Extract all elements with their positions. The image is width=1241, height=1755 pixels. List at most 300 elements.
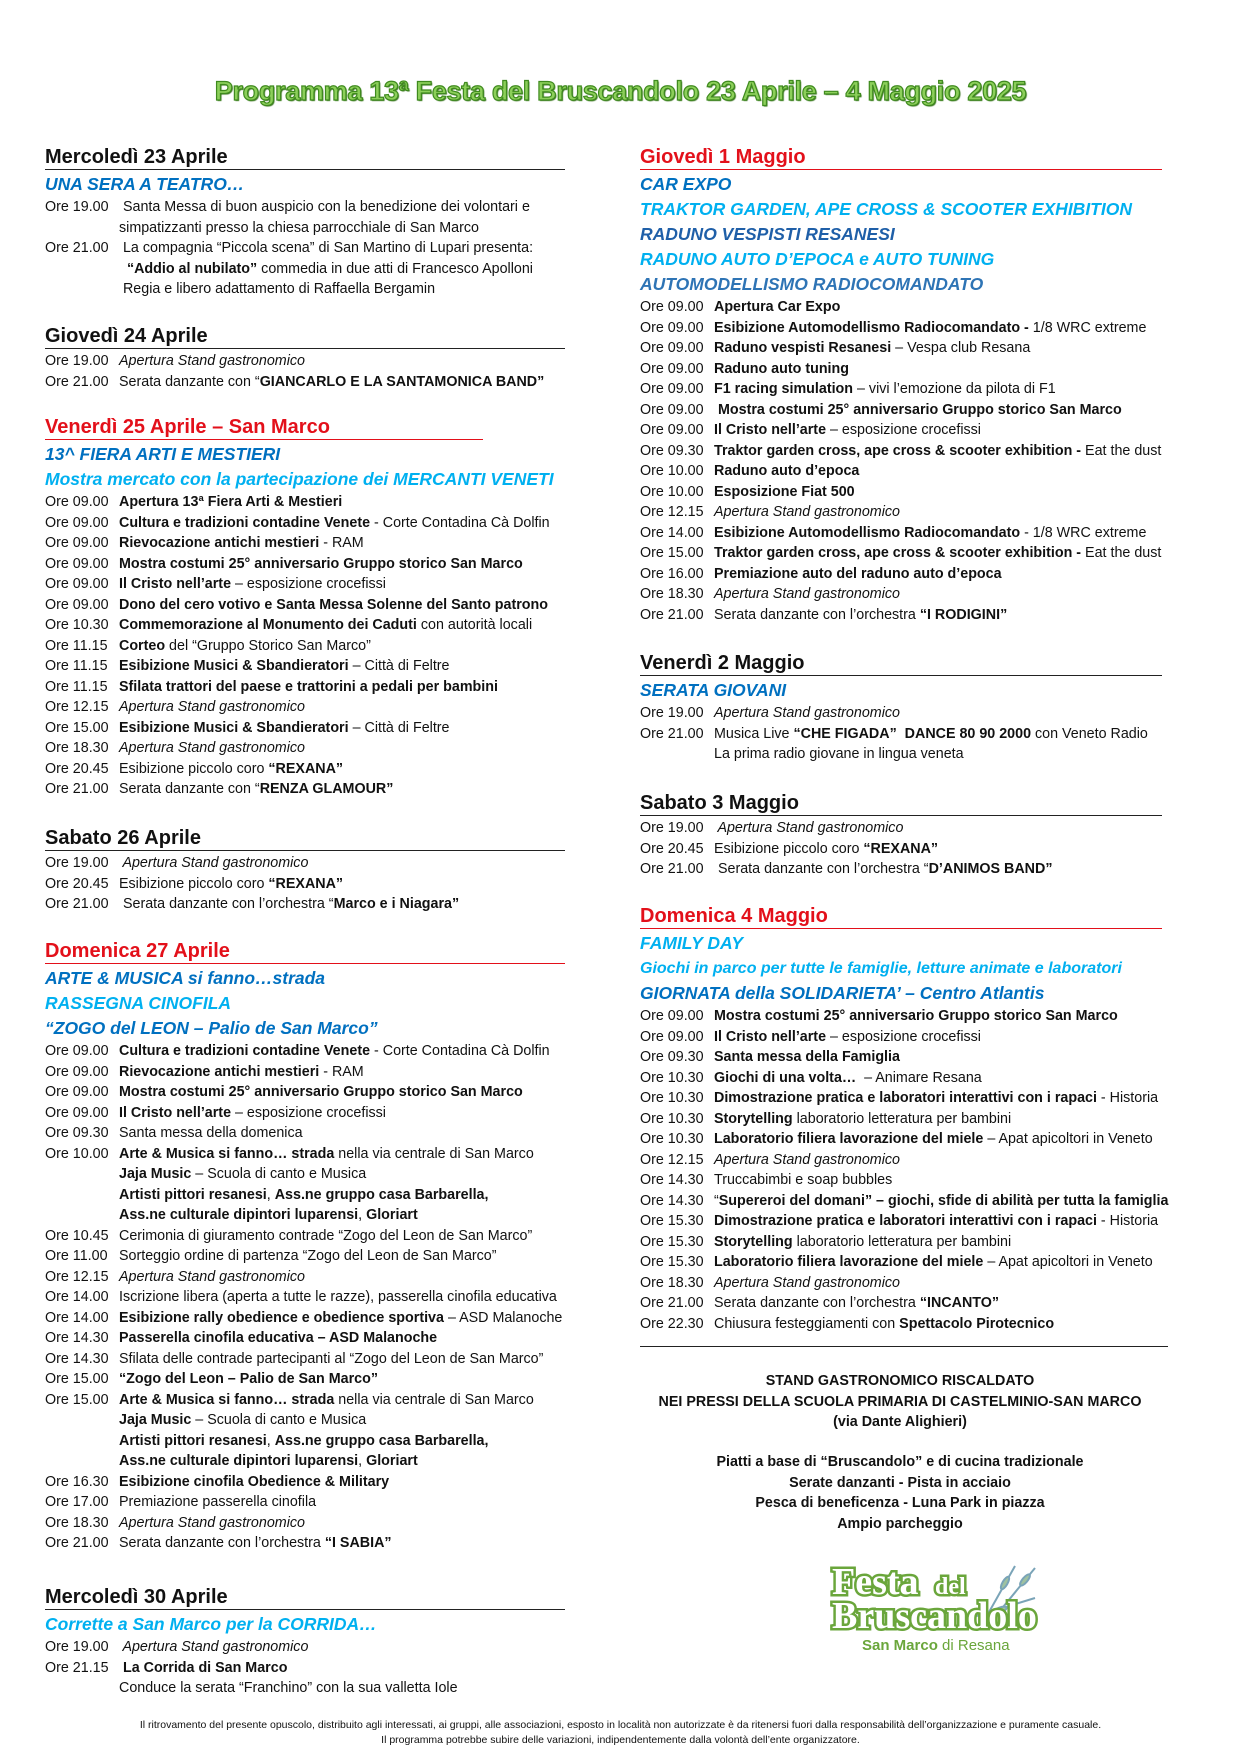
text-segment: Corteo [119, 637, 166, 654]
schedule-line [45, 1492, 565, 1513]
event-description [119, 1144, 534, 1165]
schedule-line [45, 677, 565, 698]
text-segment: Il Cristo nell’arte [119, 576, 232, 592]
text-segment: Premiazione passerella cinofila [119, 1494, 317, 1510]
event-time: Ore 19.00 [640, 820, 704, 836]
text-segment: Rievocazione antichi mestieri [119, 1063, 320, 1080]
event-description [714, 1088, 1158, 1109]
event-time: Ore 09.00 [45, 535, 109, 551]
schedule-line [640, 1109, 1162, 1130]
event-time: Ore 09.00 [45, 555, 109, 572]
schedule-line [45, 1472, 565, 1493]
schedule-line [45, 1678, 565, 1699]
divider [640, 1346, 1168, 1347]
event-description [714, 338, 1030, 359]
day-heading: Mercoledì 30 Aprile [45, 1586, 565, 1610]
event-time: Ore 19.00 [45, 1639, 109, 1655]
schedule-line [45, 1658, 565, 1679]
text-segment: “INCANTO” [919, 1295, 1000, 1311]
text-segment: Dono del cero votivo e Santa Messa Solenne del Santo patrono [119, 596, 548, 613]
schedule-line [640, 461, 1162, 482]
text-segment: Esposizione Fiat 500 [714, 483, 855, 500]
text-segment: Storytelling [714, 1110, 793, 1127]
schedule-line [45, 853, 565, 874]
text-segment: Conduce la serata “Franchino” con la sua valletta Iole [119, 1680, 458, 1696]
text-segment: “CHE FIGADA” DANCE 80 90 2000 [793, 725, 1032, 742]
text-segment: – Città di Feltre [348, 719, 450, 736]
event-subtitle: RASSEGNA CINOFILA [45, 993, 232, 1013]
event-description [119, 1185, 488, 1206]
event-time: Ore 10.30 [45, 617, 109, 633]
text-segment: “Zogo del Leon – Palio de San Marco” [119, 1371, 378, 1387]
text-segment: Iscrizione libera (aperta a tutte le razze), passerella cinofila educativa [119, 1289, 557, 1305]
day-section [45, 827, 565, 915]
schedule-line [45, 1349, 565, 1370]
event-description [714, 420, 981, 441]
schedule-line [45, 1103, 565, 1124]
text-segment: “ [714, 1192, 719, 1209]
event-description [119, 1041, 550, 1062]
schedule-line [45, 779, 565, 800]
text-segment: Apertura Stand gastronomico [714, 504, 900, 520]
text-segment: Sorteggio ordine di partenza “Zogo del Leon de San Marco” [119, 1248, 497, 1264]
event-description [119, 677, 498, 698]
text-segment: Santa messa della domenica [119, 1125, 303, 1141]
text-segment: Raduno auto tuning [714, 360, 849, 377]
event-description [714, 839, 938, 860]
text-segment: , [358, 1207, 367, 1223]
schedule-line [640, 818, 1162, 839]
event-description [714, 502, 900, 523]
schedule-line [45, 492, 565, 513]
schedule-line [640, 338, 1162, 359]
text-segment: Eat the dust [1085, 442, 1162, 459]
text-segment: Ass.ne gruppo casa Barbarella, [274, 1432, 489, 1449]
text-segment: - RAM [319, 535, 364, 551]
text-segment: – esposizione crocefissi [231, 1104, 386, 1121]
event-time: Ore 21.00 [45, 240, 109, 256]
schedule-line [45, 1164, 565, 1185]
day-heading: Venerdì 25 Aprile – San Marco [45, 416, 483, 440]
text-segment: – Città di Feltre [348, 658, 450, 674]
text-segment: nella via centrale di San Marco [334, 1145, 534, 1162]
text-segment: Gloriart [366, 1453, 418, 1469]
schedule-line [45, 1328, 565, 1349]
event-description [714, 1211, 1158, 1232]
event-description [119, 1678, 458, 1699]
event-description [714, 859, 1052, 880]
schedule-line [45, 697, 565, 718]
schedule-line [640, 1129, 1162, 1150]
event-subtitle: UNA SERA A TEATRO… [45, 174, 245, 194]
text-segment: - RAM [319, 1063, 364, 1080]
schedule-line [640, 1232, 1162, 1253]
event-description [119, 1123, 303, 1144]
schedule-line [640, 1006, 1162, 1027]
text-segment: Il Cristo nell’arte [714, 1028, 827, 1045]
schedule-line [45, 738, 565, 759]
text-segment: Santa messa della Famiglia [714, 1049, 900, 1065]
text-segment: “I SABIA” [324, 1535, 392, 1551]
event-subtitle: SERATA GIOVANI [640, 680, 787, 700]
schedule-line [45, 372, 565, 393]
event-time: Ore 09.00 [45, 1043, 109, 1059]
event-description [714, 318, 1146, 339]
text-segment: - Corte Contadina Cà Dolfin [370, 514, 550, 531]
event-description [714, 1006, 1118, 1027]
event-time: Ore 21.00 [640, 1295, 704, 1311]
event-description [119, 718, 450, 739]
schedule-line [45, 1267, 565, 1288]
text-segment: Apertura Stand gastronomico [714, 705, 900, 721]
text-segment: Traktor garden cross, ape cross & scooter exhibition - [714, 442, 1086, 459]
event-time: Ore 14.00 [45, 1309, 109, 1326]
schedule-line [640, 564, 1162, 585]
text-segment: Chiusura festeggiamenti con [714, 1315, 900, 1332]
schedule-line [640, 400, 1162, 421]
event-time: Ore 14.00 [45, 1289, 109, 1305]
text-segment: Sfilata delle contrade partecipanti al “Zogo del Leon de San Marco” [119, 1350, 544, 1367]
text-segment: Serata danzante con l’orchestra [714, 1295, 920, 1311]
event-description [119, 1226, 532, 1247]
event-subtitle: TRAKTOR GARDEN, APE CROSS & SCOOTER EXHIBITION [640, 199, 1132, 219]
text-segment: Ass.ne gruppo casa Barbarella, [274, 1186, 489, 1203]
schedule-line [640, 441, 1162, 462]
schedule-line [45, 615, 565, 636]
schedule-line [640, 1088, 1162, 1109]
text-segment: Cerimonia di giuramento contrade “Zogo del Leon de San Marco” [119, 1227, 533, 1244]
event-description [119, 1513, 305, 1534]
text-segment: Apertura Stand gastronomico [714, 820, 904, 836]
schedule-line [640, 584, 1162, 605]
event-time: Ore 21.00 [640, 606, 704, 623]
text-segment: Apertura Stand gastronomico [714, 1274, 900, 1291]
event-time: Ore 15.00 [45, 719, 109, 736]
text-segment: Regia e libero adattamento di Raffaella Bergamin [119, 281, 436, 297]
schedule-line [640, 1150, 1162, 1171]
stand-line: NEI PRESSI DELLA SCUOLA PRIMARIA DI CASTELMINIO-SAN MARCO [658, 1393, 1142, 1410]
stand-line: STAND GASTRONOMICO RISCALDATO [765, 1373, 1035, 1389]
schedule-line [45, 1287, 565, 1308]
event-time: Ore 09.00 [45, 514, 109, 531]
schedule-line [640, 839, 1162, 860]
day-section [45, 146, 565, 300]
event-description [714, 584, 900, 605]
event-time: Ore 12.15 [640, 1151, 704, 1168]
event-description [119, 615, 532, 636]
event-description [714, 461, 859, 482]
event-description [119, 1103, 386, 1124]
event-time: Ore 15.00 [45, 1391, 109, 1408]
event-description [714, 400, 1122, 421]
text-segment: laboratorio letteratura per bambini [792, 1110, 1012, 1127]
event-time: Ore 19.00 [640, 705, 704, 721]
schedule-line [45, 513, 565, 534]
event-time: Ore 09.00 [640, 381, 704, 397]
day-heading: Venerdì 2 Maggio [640, 652, 1162, 676]
event-description [119, 1369, 378, 1390]
text-segment: Santa Messa di buon auspicio con la benedizione dei volontari e [119, 199, 530, 215]
text-segment: Eat the dust [1085, 545, 1162, 561]
event-description [119, 259, 533, 280]
text-segment: Spettacolo Pirotecnico [899, 1315, 1055, 1332]
event-description [714, 1027, 981, 1048]
text-segment: Jaja Music [119, 1412, 192, 1428]
schedule-line [45, 1637, 565, 1658]
event-time: Ore 09.00 [45, 1063, 109, 1080]
event-time: Ore 10.30 [640, 1090, 704, 1106]
event-time: Ore 10.30 [640, 1131, 704, 1147]
event-description [119, 738, 305, 759]
event-description [119, 1390, 534, 1411]
event-time: Ore 21.00 [45, 1535, 109, 1551]
schedule-line [45, 554, 565, 575]
svg-text:San Marco di Resana: San Marco di Resana [862, 1637, 1010, 1654]
text-segment: Laboratorio filiera lavorazione del miele [714, 1131, 984, 1147]
text-segment: – Scuola di canto e Musica [191, 1412, 367, 1428]
text-segment: Serata danzante con l’orchestra [119, 1535, 325, 1551]
event-description [714, 297, 840, 318]
event-subtitle: 13^ FIERA ARTI E MESTIERI [45, 444, 281, 464]
text-segment: simpatizzanti presso la chiesa parrocchiale di San Marco [119, 219, 479, 236]
text-segment: Esibizione Musici & Sbandieratori [119, 719, 349, 736]
event-time: Ore 19.00 [45, 353, 109, 369]
event-description [119, 874, 343, 895]
event-description [119, 533, 364, 554]
schedule-line [45, 1144, 565, 1165]
event-time: Ore 19.00 [45, 855, 109, 871]
event-description [714, 724, 1148, 745]
event-description [119, 853, 308, 874]
text-segment: – Vespa club Resana [891, 340, 1031, 356]
schedule-line [45, 718, 565, 739]
text-segment: Mostra costumi 25° anniversario Gruppo storico San Marco [714, 1008, 1118, 1024]
text-segment: Esibizione rally obedience e obedience sportiva [119, 1309, 444, 1326]
event-time: Ore 09.00 [45, 494, 109, 510]
event-description [714, 1314, 1054, 1335]
right-column [640, 0, 1169, 1340]
event-description [119, 894, 459, 915]
schedule-line [640, 1314, 1162, 1335]
text-segment: “I RODIGINI” [919, 606, 1008, 623]
event-description [119, 656, 450, 677]
text-segment: Supereroi del domani” – giochi, sfide di abilità per tutta la famiglia [718, 1192, 1169, 1209]
text-segment: Sfilata trattori del paese e trattorini a pedali per bambini [119, 678, 498, 695]
event-time: Ore 09.30 [640, 1049, 704, 1065]
event-description [119, 1451, 418, 1472]
schedule-line [45, 1226, 565, 1247]
event-description [714, 482, 855, 503]
text-segment: – vivi l’emozione da pilota di F1 [853, 381, 1056, 397]
text-segment: RENZA GLAMOUR” [259, 781, 394, 797]
event-time: Ore 11.15 [45, 658, 108, 674]
day-heading: Sabato 26 Aprile [45, 827, 565, 851]
day-section [45, 416, 565, 800]
event-time: Ore 20.45 [640, 840, 704, 857]
schedule-line [45, 1062, 565, 1083]
event-description [714, 1129, 1153, 1150]
text-segment: nella via centrale di San Marco [334, 1391, 534, 1408]
event-time: Ore 21.00 [45, 373, 109, 390]
event-description [714, 359, 849, 380]
event-description [714, 1273, 900, 1294]
text-segment: Gloriart [366, 1207, 418, 1223]
event-time: Ore 09.00 [640, 1028, 704, 1045]
event-subtitle: GIORNATA della SOLIDARIETA’ – Centro Atlantis [640, 983, 1045, 1003]
schedule-line [45, 894, 565, 915]
text-segment: Passerella cinofila educativa – ASD Malanoche [119, 1330, 438, 1346]
event-description [119, 1410, 366, 1431]
event-time: Ore 15.00 [640, 545, 704, 561]
text-segment: Arte & Musica si fanno… strada [119, 1391, 335, 1408]
text-segment: , [266, 1432, 275, 1449]
event-time: Ore 12.15 [45, 699, 109, 715]
event-time: Ore 10.30 [640, 1110, 704, 1127]
event-description [119, 1205, 418, 1226]
features [640, 1452, 1160, 1534]
schedule-line [640, 1211, 1162, 1232]
text-segment: Apertura Stand gastronomico [119, 699, 305, 715]
text-segment: – Scuola di canto e Musica [191, 1166, 367, 1182]
text-segment: Commemorazione al Monumento dei Caduti [119, 617, 417, 633]
event-time: Ore 10.45 [45, 1227, 109, 1244]
text-segment: Ass.ne culturale dipintori luparensi [119, 1207, 359, 1223]
day-section [640, 792, 1162, 880]
text-segment: La prima radio giovane in lingua veneta [714, 746, 964, 762]
event-subtitle: Mostra mercato con la partecipazione dei MERCANTI VENETI [45, 469, 554, 489]
schedule-line [45, 636, 565, 657]
event-time: Ore 22.30 [640, 1315, 704, 1332]
event-time: Ore 11.15 [45, 678, 108, 695]
text-segment: Ass.ne culturale dipintori luparensi [119, 1453, 359, 1469]
text-segment: – esposizione crocefissi [826, 422, 981, 438]
disclaimer-line: Il ritrovamento del presente opuscolo, distribuito agli interessati, ai gruppi, alle associazioni, esposto in località non autorizzate è da ritenersi fuori dalla responsabilità dell’organizzazione e puramente casuale. [139, 1719, 1102, 1731]
schedule-line [640, 703, 1162, 724]
event-description [714, 703, 900, 724]
schedule-line [640, 1293, 1162, 1314]
text-segment: Apertura Stand gastronomico [119, 353, 305, 369]
schedule-line [45, 1431, 565, 1452]
feature-line: Piatti a base di “Bruscandolo” e di cucina tradizionale [716, 1454, 1084, 1470]
schedule-line [45, 279, 565, 300]
event-time: Ore 18.30 [45, 740, 109, 756]
event-subtitle: Giochi in parco per tutte le famiglie, letture animate e laboratori [640, 960, 1122, 977]
text-segment: Apertura Stand gastronomico [119, 1514, 305, 1531]
text-segment: del “Gruppo Storico San Marco” [165, 637, 371, 654]
event-description [119, 1492, 316, 1513]
feature-line: Ampio parcheggio [837, 1515, 963, 1532]
day-section [640, 652, 1162, 765]
text-segment: Esibizione cinofila Obedience & Military [119, 1473, 390, 1490]
text-segment: Apertura Stand gastronomico [714, 586, 900, 602]
event-description [119, 1246, 497, 1267]
schedule-line [45, 1308, 565, 1329]
event-description [714, 1068, 982, 1089]
schedule-line [640, 1047, 1162, 1068]
event-time: Ore 09.30 [45, 1125, 109, 1141]
event-description [714, 1109, 1011, 1130]
schedule-line [45, 1451, 565, 1472]
schedule-line [640, 1170, 1162, 1191]
event-subtitle: Corrette a San Marco per la CORRIDA… [45, 1614, 377, 1634]
schedule-line [640, 379, 1162, 400]
schedule-line [45, 874, 565, 895]
text-segment: Storytelling [714, 1233, 793, 1250]
event-description [119, 1658, 287, 1679]
event-description [119, 1164, 366, 1185]
event-time: Ore 18.30 [45, 1514, 109, 1531]
schedule-line [640, 359, 1162, 380]
schedule-line [640, 744, 1162, 765]
event-description [119, 595, 548, 616]
text-segment: Rievocazione antichi mestieri [119, 535, 320, 551]
event-time: Ore 20.45 [45, 875, 109, 892]
stand-info [640, 1371, 1160, 1433]
event-subtitle: RADUNO AUTO D’EPOCA e AUTO TUNING [640, 249, 995, 269]
event-description [714, 1150, 900, 1171]
event-time: Ore 17.00 [45, 1494, 109, 1510]
event-time: Ore 09.00 [45, 1104, 109, 1121]
event-description [119, 779, 393, 800]
event-description [714, 543, 1161, 564]
schedule-line [640, 297, 1162, 318]
text-segment: – esposizione crocefissi [231, 576, 386, 592]
disclaimer-line: Il programma potrebbe subire delle variazioni, indipendentemente dalla volontà dell’ente organizzatore. [381, 1734, 860, 1746]
event-description [119, 1431, 488, 1452]
schedule-line [45, 351, 565, 372]
text-segment: laboratorio letteratura per bambini [792, 1233, 1012, 1250]
schedule-line [45, 595, 565, 616]
text-segment: Cultura e tradizioni contadine Venete [119, 514, 371, 531]
event-description [119, 492, 342, 513]
event-time: Ore 16.00 [640, 565, 704, 582]
event-time: Ore 09.00 [640, 319, 704, 336]
text-segment: Artisti pittori resanesi [119, 1186, 267, 1203]
text-segment: - Historia [1096, 1213, 1159, 1229]
schedule-line [45, 218, 565, 239]
event-time: Ore 09.30 [640, 442, 704, 459]
schedule-line [640, 543, 1162, 564]
text-segment: – ASD Malanoche [443, 1309, 563, 1326]
schedule-line [45, 759, 565, 780]
day-section [45, 1586, 565, 1699]
event-time: Ore 21.15 [45, 1659, 109, 1676]
day-section [45, 940, 565, 1554]
event-description [119, 554, 523, 575]
event-description [714, 744, 964, 765]
schedule-line [640, 523, 1162, 544]
text-segment: commedia in due atti di Francesco Apolloni [257, 260, 533, 277]
text-segment: Apertura Car Expo [714, 299, 841, 315]
schedule-line [640, 724, 1162, 745]
text-segment: Cultura e tradizioni contadine Venete [119, 1043, 371, 1059]
day-heading: Mercoledì 23 Aprile [45, 146, 565, 170]
schedule-line [45, 1246, 565, 1267]
event-time: Ore 18.30 [640, 1274, 704, 1291]
event-description [714, 1191, 1168, 1212]
event-description [119, 351, 305, 372]
text-segment: Mostra costumi 25° anniversario Gruppo storico San Marco [119, 555, 523, 572]
schedule-line [45, 1185, 565, 1206]
schedule-line [45, 574, 565, 595]
text-segment: Apertura Stand gastronomico [119, 740, 305, 756]
event-description [714, 523, 1146, 544]
schedule-line [640, 1273, 1162, 1294]
event-description [119, 279, 435, 300]
event-time: Ore 18.30 [640, 586, 704, 602]
event-description [119, 1637, 308, 1658]
text-segment: - Historia [1096, 1090, 1159, 1106]
